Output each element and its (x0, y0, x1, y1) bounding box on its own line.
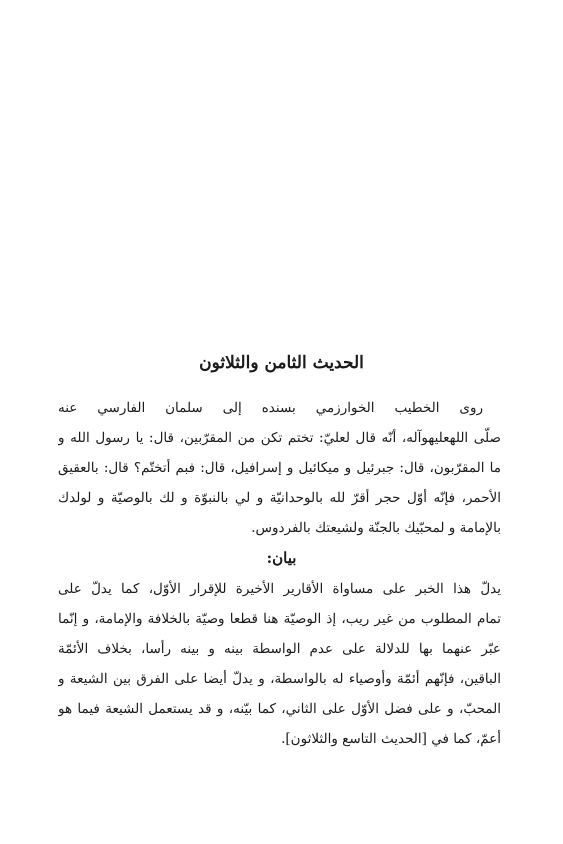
explanation-line: أعمّ، كما في [الحديث التاسع والثلاثون]. (281, 731, 501, 747)
narration-line: صلّى اللهعليهوآله، أنّه قال لعليّ: تختم تكن من المقرّبين، قال: يا رسول الله و (58, 430, 501, 446)
narration-paragraph (58, 393, 501, 543)
narration-line: الأحمر، فإنّه أوّل حجر أقرّ لله بالوحدانيّة و لي بالنبوّة و لك بالوصيّة و لولدك (58, 490, 501, 506)
hadith-title: الحديث الثامن والثلاثون (199, 353, 364, 373)
explanation-line: يدلّ هذا الخبر على مساواة الأقارير الأخيرة للإقرار الأوّل، كما يدلّ على (58, 581, 501, 597)
narration-line: ما المقرّبون، قال: جبرئيل و ميكائيل و إسرافيل، قال: فبم أتختّم؟ قال: بالعقيق (58, 460, 501, 476)
explanation-line: عبّر عنهما بها للدلالة على عدم الواسطة بينه و بينه رأسا، بخلاف الأئمّة (58, 641, 501, 657)
explanation-paragraph (58, 574, 501, 754)
narration-line: روى الخطيب الخوارزمي بسنده إلى سلمان الفارسي عنه (58, 400, 483, 416)
explanation-line: تمام المطلوب من غير ريب، إذ الوصيّة هنا قطعا وصيّة بالخلافة والإمامة، و إنّما (58, 611, 501, 627)
explanation-heading: بيان: (266, 549, 297, 567)
explanation-line: المحبّ، و على فضل الأوّل على الثاني، كما بيّنه، و قد يستعمل الشيعة فيما هو (58, 701, 501, 717)
explanation-line: الباقين، فإنّهم أئمّة وأوصياء له بالواسطة، و يدلّ أيضا على الفرق بين الشيعة و (58, 671, 501, 687)
narration-line: بالإمامة و لمحبّيك بالجنّة ولشيعتك بالفردوس. (251, 520, 501, 536)
